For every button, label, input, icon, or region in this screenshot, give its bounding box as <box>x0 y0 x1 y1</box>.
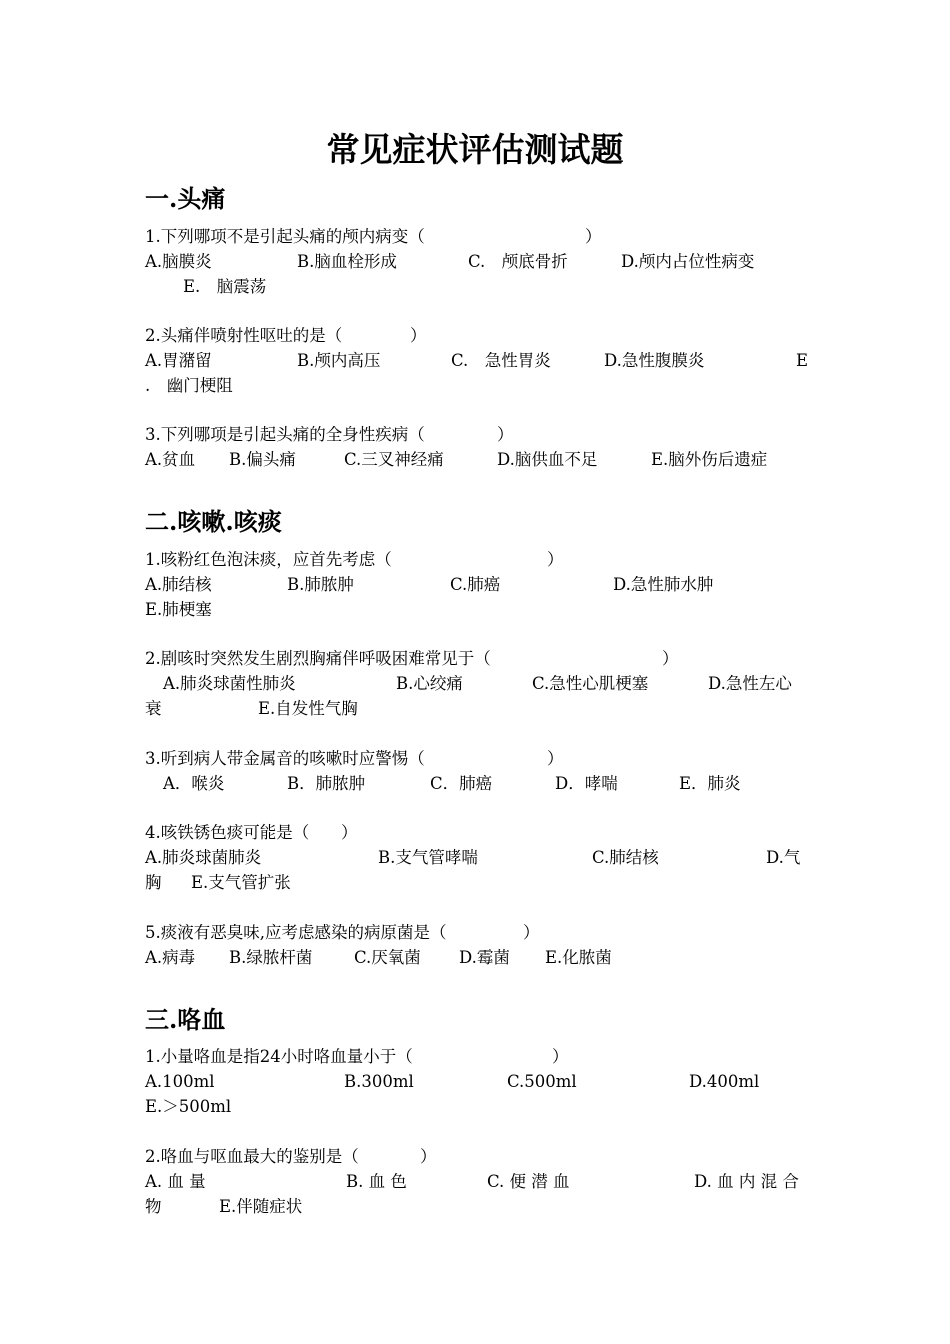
question-stem <box>145 920 810 945</box>
option-e: E. 脑震荡 <box>183 277 267 296</box>
option-e: E.＞500ml <box>145 1097 232 1116</box>
options-line <box>145 671 810 696</box>
option-d-continued: 衰 <box>145 699 162 718</box>
question-block <box>145 224 810 299</box>
question-block <box>145 422 810 472</box>
option-c: C. 颅底骨折 <box>468 252 568 271</box>
options-line <box>145 945 810 970</box>
options-line <box>145 1069 810 1094</box>
question-text: 2.头痛伴喷射性呕吐的是（ <box>145 326 343 345</box>
question-block <box>145 920 810 970</box>
option-a: A.贫血 <box>145 450 196 469</box>
question-text: 4.咳铁锈色痰可能是（ <box>145 823 310 842</box>
answer-bracket-close: ） <box>410 326 427 345</box>
question-stem <box>145 1144 810 1169</box>
option-d: D.霉菌 <box>459 948 510 967</box>
option-e: E.脑外伤后遗症 <box>651 450 768 469</box>
option-a: A. 血 量 <box>145 1172 206 1191</box>
option-e-text: . 幽门梗阻 <box>145 376 233 395</box>
option-b: B. 血 色 <box>346 1172 407 1191</box>
question-stem <box>145 1044 810 1069</box>
option-d: D.颅内占位性病变 <box>621 252 755 271</box>
answer-bracket-close: ） <box>662 649 679 668</box>
document-title: 常见症状评估测试题 <box>326 130 624 169</box>
option-e: E.伴随症状 <box>219 1197 303 1216</box>
options-line <box>145 373 810 398</box>
option-b: B.脑血栓形成 <box>297 252 397 271</box>
option-b: B.300ml <box>344 1072 414 1091</box>
options-line <box>145 348 810 373</box>
answer-bracket-close: ） <box>420 1147 437 1166</box>
options-line <box>145 1094 810 1119</box>
option-c: C.肺结核 <box>592 848 659 867</box>
question-text: 1.咳粉红色泡沫痰，应首先考虑（ <box>145 550 392 569</box>
options-line <box>145 1169 810 1194</box>
options-line <box>145 1194 810 1219</box>
section-heading-hemoptysis: 三.咯血 <box>145 1005 226 1034</box>
answer-bracket-close: ） <box>523 923 540 942</box>
option-c: C.急性心肌梗塞 <box>532 674 649 693</box>
option-a: A.病毒 <box>145 948 196 967</box>
question-block <box>145 323 810 398</box>
option-b: B．肺脓肿 <box>287 774 366 793</box>
option-d: D.急性左心 <box>708 674 792 693</box>
answer-bracket-close: ） <box>552 1047 569 1066</box>
question-text: 5.痰液有恶臭味,应考虑感染的病原菌是（ <box>145 923 447 942</box>
answer-bracket-close: ） <box>547 550 564 569</box>
answer-bracket-close: ） <box>547 749 564 768</box>
option-e: E.肺梗塞 <box>145 600 212 619</box>
option-a: A.100ml <box>145 1072 215 1091</box>
question-text: 2.咯血与呕血最大的鉴别是（ <box>145 1147 359 1166</box>
question-block <box>145 646 810 721</box>
option-b: B.肺脓肿 <box>287 575 354 594</box>
option-c: C．肺癌 <box>430 774 493 793</box>
option-a: A.肺炎球菌肺炎 <box>145 848 262 867</box>
option-a: A.肺炎球菌性肺炎 <box>163 674 296 693</box>
question-stem <box>145 422 810 447</box>
options-line <box>145 845 810 870</box>
option-b: B.偏头痛 <box>229 450 296 469</box>
option-d: D.气 <box>766 848 801 867</box>
option-c: C. 便 潜 血 <box>487 1172 570 1191</box>
options-line <box>145 249 810 274</box>
answer-bracket-close: ） <box>585 227 602 246</box>
option-a: A．喉炎 <box>163 774 225 793</box>
option-b: B.支气管哮喘 <box>378 848 478 867</box>
option-d: D．哮喘 <box>555 774 618 793</box>
option-d-continued: 胸 <box>145 873 162 892</box>
option-a: A.脑膜炎 <box>145 252 212 271</box>
option-c: C.厌氧菌 <box>354 948 421 967</box>
option-e: E．肺炎 <box>679 774 741 793</box>
option-c: C.肺癌 <box>450 575 501 594</box>
question-stem <box>145 224 810 249</box>
question-block <box>145 746 810 796</box>
option-c: C.三叉神经痛 <box>344 450 444 469</box>
section-heading-cough: 二.咳嗽.咳痰 <box>145 507 282 536</box>
option-d: D.400ml <box>689 1072 760 1091</box>
question-stem <box>145 746 810 771</box>
option-b: B.颅内高压 <box>297 351 381 370</box>
question-stem <box>145 547 810 572</box>
options-line <box>145 597 810 622</box>
option-d: D. 血 内 混 合 <box>694 1172 799 1191</box>
section-heading-headache: 一.头痛 <box>145 184 226 213</box>
options-line <box>145 771 810 796</box>
question-block <box>145 547 810 622</box>
option-c: C.500ml <box>507 1072 577 1091</box>
option-c: C. 急性胃炎 <box>451 351 551 370</box>
question-text: 1.下列哪项不是引起头痛的颅内病变（ <box>145 227 425 246</box>
question-text: 3.听到病人带金属音的咳嗽时应警惕（ <box>145 749 425 768</box>
option-e-letter: E <box>796 351 809 370</box>
option-d-continued: 物 <box>145 1197 162 1216</box>
option-b: B.绿脓杆菌 <box>229 948 313 967</box>
option-e: E.自发性气胸 <box>258 699 358 718</box>
question-text: 1.小量咯血是指24小时咯血量小于（ <box>145 1047 413 1066</box>
option-a: A.胃潴留 <box>145 351 212 370</box>
answer-bracket-close: ） <box>497 425 514 444</box>
options-line <box>145 572 810 597</box>
option-e: E.化脓菌 <box>545 948 612 967</box>
question-block <box>145 820 810 895</box>
options-line <box>145 447 810 472</box>
question-text: 3.下列哪项是引起头痛的全身性疾病（ <box>145 425 425 444</box>
option-d: D.急性腹膜炎 <box>604 351 705 370</box>
option-b: B.心绞痛 <box>396 674 463 693</box>
option-e: E.支气管扩张 <box>191 873 291 892</box>
options-line <box>145 870 810 895</box>
question-stem <box>145 820 810 845</box>
option-d: D.急性肺水肿 <box>613 575 714 594</box>
answer-bracket-close: ） <box>341 823 358 842</box>
options-line <box>145 274 810 299</box>
question-stem <box>145 646 810 671</box>
question-block <box>145 1044 810 1119</box>
question-block <box>145 1144 810 1219</box>
options-line <box>145 696 810 721</box>
question-text: 2.剧咳时突然发生剧烈胸痛伴呼吸困难常见于（ <box>145 649 491 668</box>
question-stem <box>145 323 810 348</box>
option-d: D.脑供血不足 <box>497 450 598 469</box>
option-a: A.肺结核 <box>145 575 212 594</box>
